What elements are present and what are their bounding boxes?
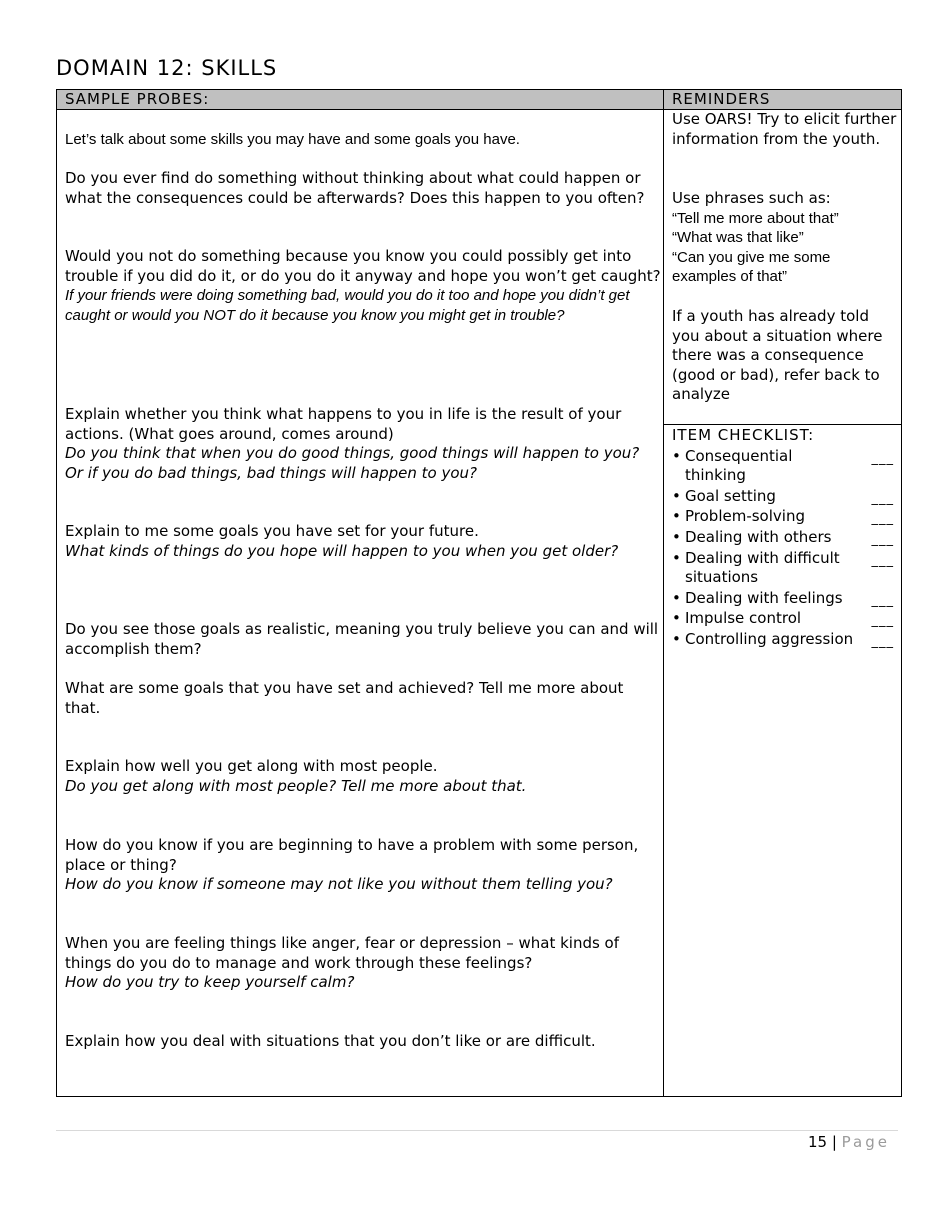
checklist-item-label: Controlling aggression <box>685 629 854 648</box>
probe-8 <box>65 757 661 796</box>
bullet-icon: • <box>672 507 681 526</box>
probe-3-followup: If your friends were doing something bad, would you do it too and hope you didn’t get caught or would you NOT do it because you know you might get in trouble? <box>65 287 630 324</box>
footer-divider <box>56 1130 898 1131</box>
probe-7 <box>65 679 661 718</box>
probe-4 <box>65 405 661 483</box>
probe-6-main: Do you see those goals as realistic, meaning you truly believe you can and will accomplish them? <box>65 620 659 658</box>
page-title: DOMAIN 12: SKILLS <box>56 56 278 80</box>
checklist-item-label: Problem-solving <box>685 507 805 526</box>
checklist-item <box>672 507 894 527</box>
sample-probes-header: SAMPLE PROBES: <box>57 90 664 110</box>
probe-5-main: Explain to me some goals you have set for your future. <box>65 522 479 540</box>
reminders-checklist-divider <box>664 424 901 425</box>
probe-5 <box>65 522 661 561</box>
checklist-blank: ___ <box>871 531 894 547</box>
probe-10-followup: How do you try to keep yourself calm? <box>65 973 355 992</box>
bullet-icon: • <box>672 609 681 628</box>
checklist-blank: ___ <box>871 511 894 527</box>
checklist-item <box>672 609 894 629</box>
reminder-refer-back: If a youth has already told you about a situation where there was a consequence (good or bad), refer back to analyze <box>672 307 883 404</box>
checklist-title: ITEM CHECKLIST: <box>672 426 815 444</box>
bullet-icon: • <box>672 588 681 607</box>
checklist-item <box>672 589 894 609</box>
probe-1-main: Let’s talk about some skills you may have and some goals you have. <box>65 131 520 148</box>
probe-4-followup: Do you think that when you do good things, good things will happen to you? Or if you do bad things, bad things will happen to you? <box>65 444 640 482</box>
probe-8-main: Explain how well you get along with most people. <box>65 757 438 775</box>
checklist-blank: ___ <box>871 490 894 506</box>
bullet-icon: • <box>672 446 681 465</box>
checklist-item <box>672 487 894 507</box>
reminder-phrase-1: “Tell me more about that” <box>672 209 839 227</box>
bullet-icon: • <box>672 548 681 567</box>
probe-4-main: Explain whether you think what happens to you in life is the result of your actions. (What goes around, comes around) <box>65 405 622 443</box>
probe-7-main: What are some goals that you have set and achieved? Tell me more about that. <box>65 679 624 717</box>
probe-2 <box>65 169 661 208</box>
probe-11-main: Explain how you deal with situations that you don’t like or are difficult. <box>65 1032 596 1050</box>
probe-10 <box>65 934 661 993</box>
checklist-item-label: Consequential thinking <box>685 446 793 485</box>
item-checklist <box>672 426 894 650</box>
probe-3-main: Would you not do something because you know you could possibly get into trouble if you did do it, or do you do it anyway and hope you won’t get caught? <box>65 247 661 285</box>
checklist-blank: ___ <box>871 592 894 608</box>
checklist-blank: ___ <box>871 552 894 568</box>
probe-5-followup: What kinds of things do you hope will happen to you when you get older? <box>65 541 619 560</box>
probe-10-main: When you are feeling things like anger, fear or depression – what kinds of things do you do to manage and work through these feelings? <box>65 934 620 972</box>
page-separator: | <box>831 1133 837 1151</box>
checklist-item-label: Impulse control <box>685 609 802 628</box>
checklist-item-label: Dealing with others <box>685 527 832 546</box>
bullet-icon: • <box>672 527 681 546</box>
probe-6 <box>65 620 661 659</box>
reminders-header: REMINDERS <box>664 90 901 110</box>
reminder-phrases-intro: Use phrases such as: <box>672 189 831 207</box>
checklist-items <box>672 447 894 650</box>
page-word: Page <box>841 1133 890 1151</box>
column-divider <box>663 90 664 1096</box>
checklist-item-label: Dealing with feelings <box>685 588 843 607</box>
probe-9-followup: How do you know if someone may not like you without them telling you? <box>65 875 613 894</box>
checklist-blank: ___ <box>871 450 894 466</box>
probe-9-main: How do you know if you are beginning to have a problem with some person, place or thing? <box>65 836 639 874</box>
reminder-phrases <box>672 189 897 287</box>
probe-3 <box>65 247 661 325</box>
probe-11 <box>65 1032 661 1052</box>
page-number: 15 <box>807 1133 828 1151</box>
bullet-icon: • <box>672 629 681 648</box>
probe-8-followup: Do you get along with most people? Tell me more about that. <box>65 776 527 795</box>
checklist-blank: ___ <box>871 613 894 629</box>
checklist-item-label: Goal setting <box>685 486 776 505</box>
checklist-item <box>672 447 894 486</box>
reminder-phrase-2: “What was that like” <box>672 229 804 247</box>
probe-9 <box>65 836 661 895</box>
reminder-phrase-3: “Can you give me some examples of that” <box>672 248 831 286</box>
probe-2-main: Do you ever find do something without thinking about what could happen or what the consequences could be afterwards? Does this happen to you often? <box>65 169 645 207</box>
reminder-oars: Use OARS! Try to elicit further information from the youth. <box>672 110 897 148</box>
checklist-item <box>672 549 894 588</box>
checklist-item <box>672 630 894 650</box>
bullet-icon: • <box>672 486 681 505</box>
checklist-blank: ___ <box>871 633 894 649</box>
checklist-item-label: Dealing with difficult situations <box>685 548 840 587</box>
page-footer <box>808 1133 890 1151</box>
probes-table <box>56 89 902 1097</box>
checklist-item <box>672 528 894 548</box>
probe-1 <box>65 130 661 150</box>
